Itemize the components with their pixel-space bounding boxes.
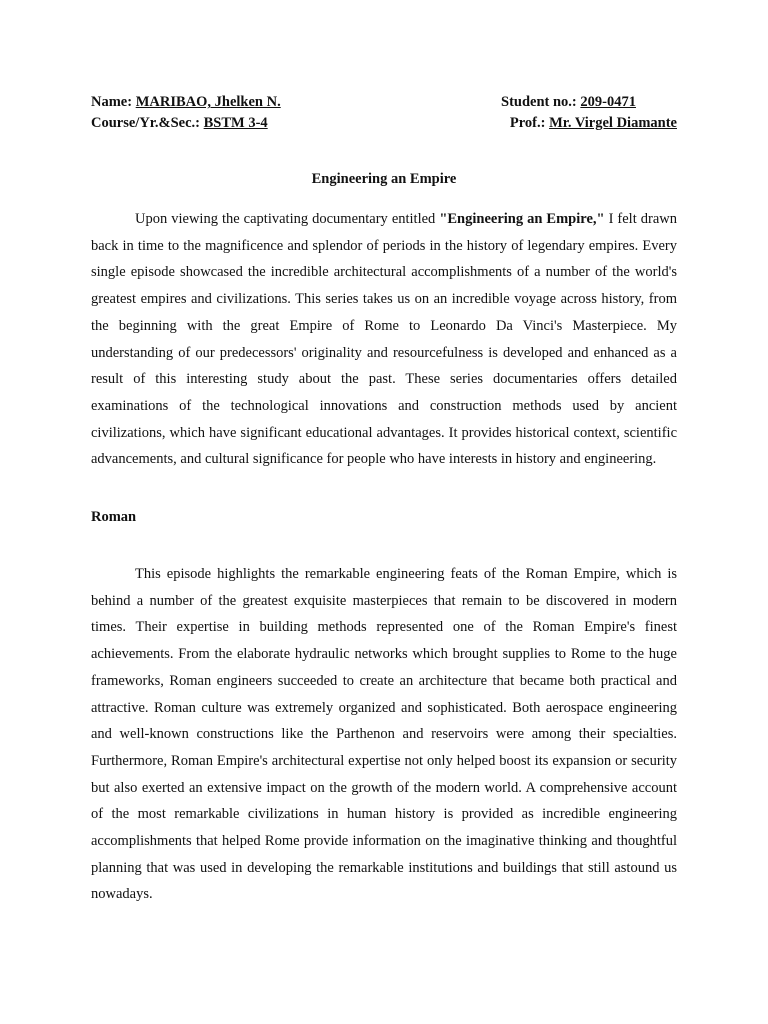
prof-field: [510, 113, 677, 134]
prof-value: Mr. Virgel Diamante: [549, 115, 677, 131]
header-row-1: [91, 92, 677, 113]
name-label: Name:: [91, 94, 133, 110]
header-row-2: [91, 113, 677, 134]
intro-documentary-title: "Engineering an Empire,": [439, 211, 605, 227]
intro-paragraph: [91, 206, 677, 473]
course-value: BSTM 3-4: [203, 115, 268, 131]
name-value: MARIBAO, Jhelken N.: [135, 94, 281, 110]
roman-paragraph: This episode highlights the remarkable engineering feats of the Roman Empire, which is behind a number of the greatest exquisite masterpieces that remain to be discovered in modern times. Their expertise in building methods represented one of the Roman Empire's finest achievements. From the elaborate hydraulic networks which brought supplies to Rome to the huge frameworks, Roman engineers succeeded to create an architecture that became both practical and attractive. Roman culture was extremely organized and sophisticated. Both aerospace engineering and well-known constructions like the Parthenon and reservoirs were among their specialties. Furthermore, Roman Empire's architectural expertise not only helped boost its expansion or security but also exerted an extensive impact on the growth of the modern world. A comprehensive account of the most remarkable civilizations in human history is provided as incredible engineering accomplishments that helped Rome provide information on the imaginative thinking and thoughtful planning that was used in developing the remarkable institutions and buildings that still astound us nowadays.: [91, 566, 677, 903]
prof-label: Prof.:: [509, 115, 546, 131]
document-page: [91, 92, 677, 908]
section-heading-roman: Roman: [91, 509, 137, 526]
document-title: Engineering an Empire: [311, 171, 457, 187]
student-no-label: Student no.:: [501, 94, 577, 110]
course-field: [91, 113, 268, 134]
student-no-field: [501, 92, 677, 113]
intro-text-after: I felt drawn back in time to the magnificence and splendor of periods in the history of legendary empires. Every single episode showcased the incredible architectural accomplishments of a number of the world's greatest empires and civilizations. This series takes us on an incredible voyage across history, from the beginning with the great Empire of Rome to Leonardo Da Vinci's Masterpiece. My understanding of our predecessors' originality and resourcefulness is developed and enhanced as a result of this interesting study about the past. These series documentaries offers detailed examinations of the technological innovations and construction methods used by ancient civilizations, which have significant educational advantages. It provides historical context, scientific advancements, and cultural significance for people who have interests in history and engineering.: [91, 211, 677, 468]
name-field: [91, 92, 281, 113]
intro-text-before: Upon viewing the captivating documentary entitled: [135, 211, 440, 227]
student-no-value: 209-0471: [580, 94, 636, 110]
course-label: Course/Yr.&Sec.:: [91, 115, 200, 131]
